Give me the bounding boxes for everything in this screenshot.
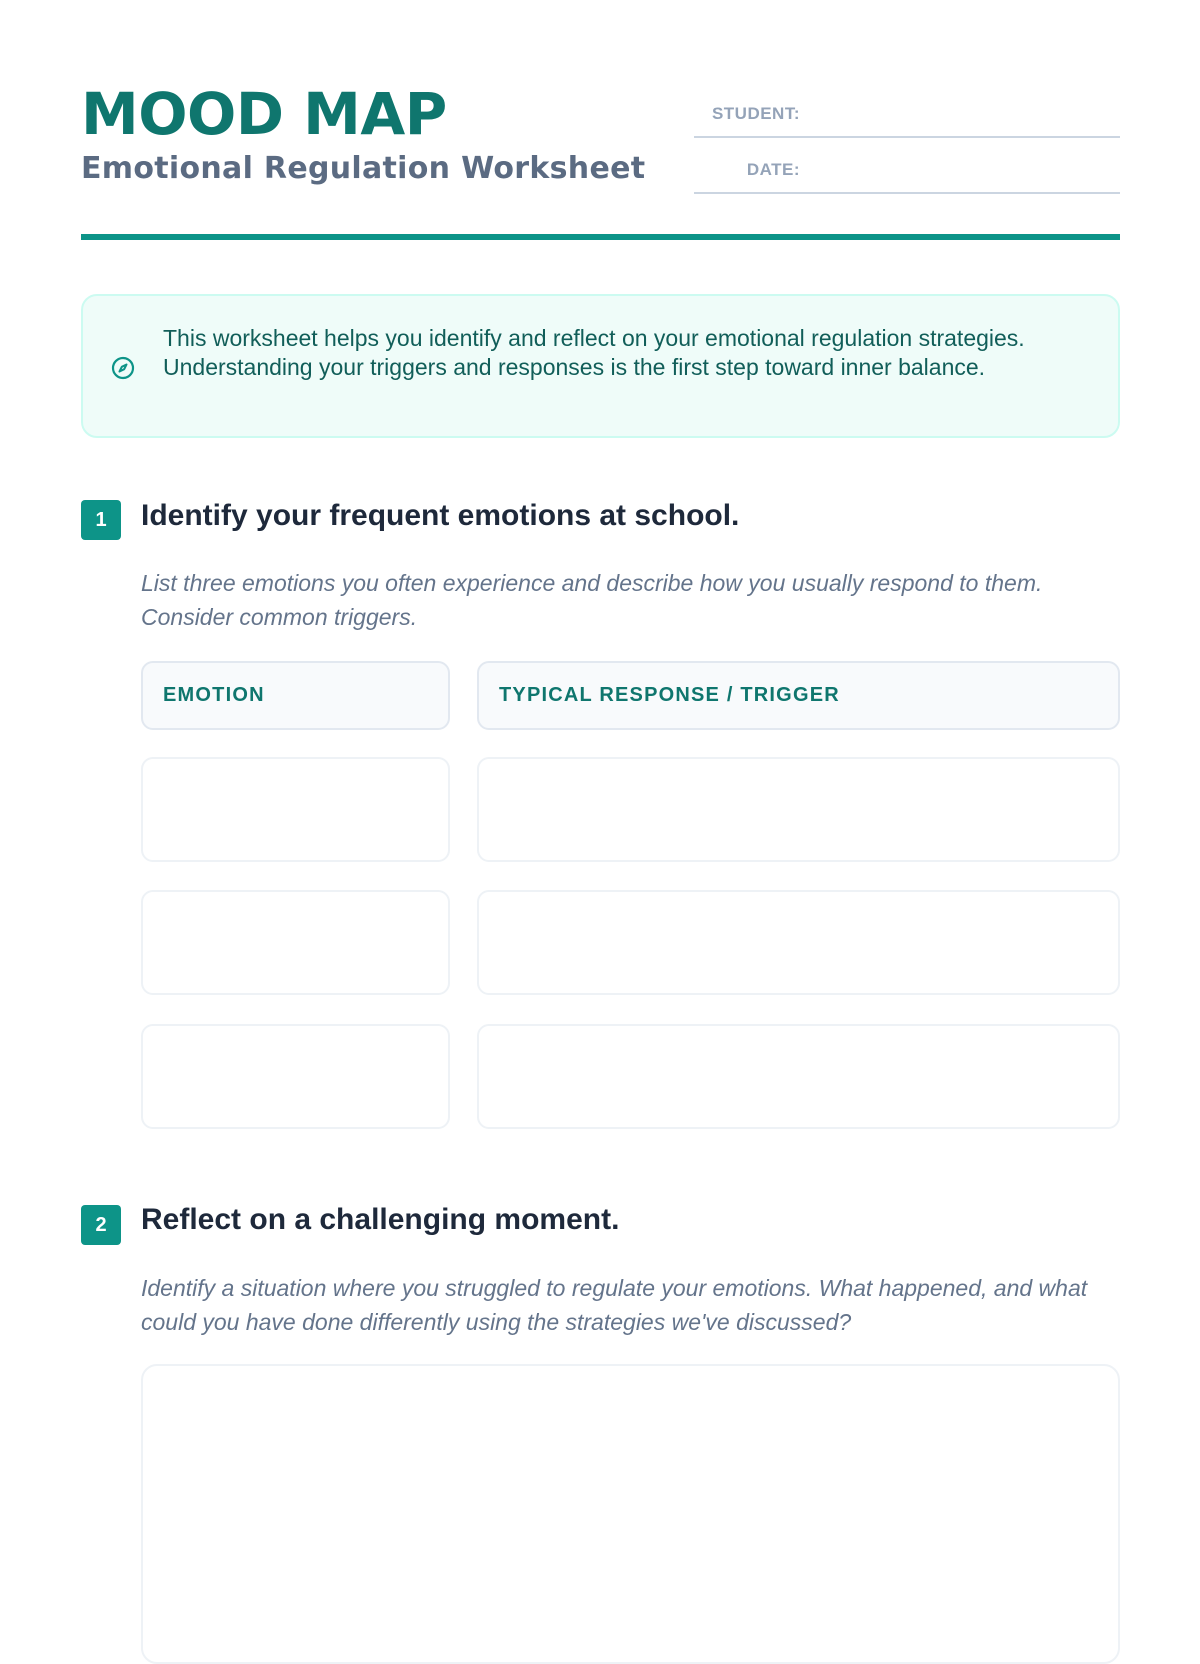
response-cell[interactable]	[477, 890, 1120, 995]
reflection-answer-box[interactable]	[141, 1364, 1120, 1664]
compass-icon	[111, 356, 135, 380]
header-divider	[81, 234, 1120, 240]
date-label: DATE:	[746, 160, 800, 179]
response-cell[interactable]	[477, 1024, 1120, 1129]
emotion-cell[interactable]	[141, 1024, 450, 1129]
date-field	[694, 140, 1120, 194]
response-cell[interactable]	[477, 757, 1120, 862]
question-title: Reflect on a challenging moment.	[141, 1203, 620, 1236]
emotion-cell[interactable]	[141, 890, 450, 995]
date-blank-line[interactable]	[814, 140, 1120, 192]
intro-text: This worksheet helps you identify and reflect on your emotional regulation strategies. Understanding your triggers and responses is the first step toward inner balance.	[163, 325, 1025, 380]
student-label: STUDENT:	[711, 104, 800, 123]
worksheet-title: MOOD MAP	[81, 80, 447, 148]
question-instructions: List three emotions you often experience and describe how you usually respond to them. Consider common triggers.	[141, 570, 1043, 630]
question-number-badge: 1	[81, 500, 121, 540]
worksheet-subtitle: Emotional Regulation Worksheet	[81, 151, 646, 186]
question-title: Identify your frequent emotions at school.	[141, 499, 740, 532]
column-header-response: TYPICAL RESPONSE / TRIGGER	[477, 661, 1120, 730]
intro-callout	[81, 294, 1120, 438]
student-blank-line[interactable]	[814, 84, 1120, 136]
question-number-badge: 2	[81, 1205, 121, 1245]
emotion-cell[interactable]	[141, 757, 450, 862]
student-field	[694, 84, 1120, 138]
question-instructions: Identify a situation where you struggled to regulate your emotions. What happened, and what could you have done differently using the strategies we've discussed?	[141, 1275, 1088, 1335]
worksheet-page	[81, 0, 1120, 1600]
column-header-emotion: EMOTION	[141, 661, 450, 730]
